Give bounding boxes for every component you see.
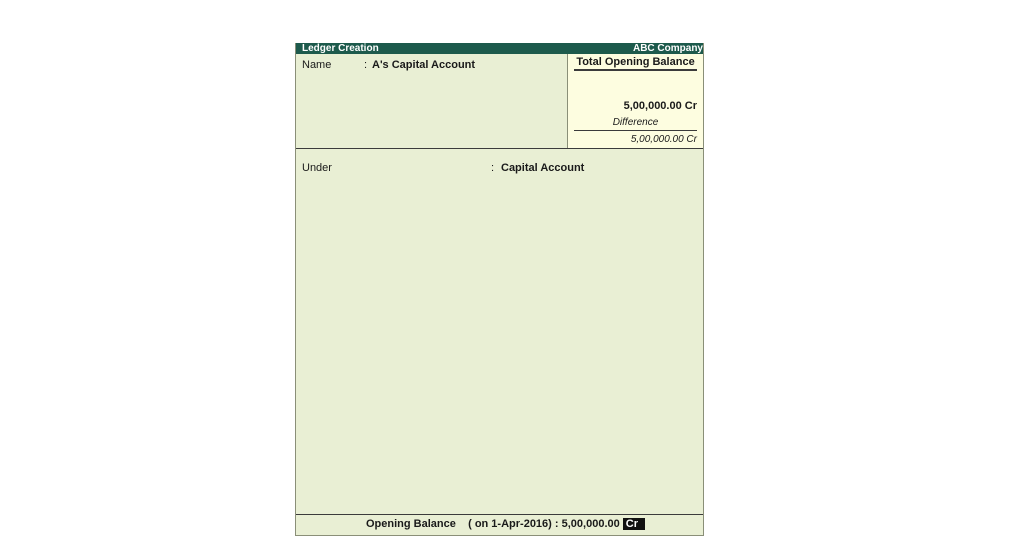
- opening-balance-amount-field[interactable]: 5,00,000.00: [561, 518, 620, 530]
- under-label: Under: [302, 162, 332, 174]
- name-field[interactable]: A's Capital Account: [372, 59, 476, 71]
- dr-cr-field[interactable]: Cr: [623, 518, 645, 530]
- opening-balance-label: Opening Balance: [366, 518, 456, 530]
- total-opening-balance-amount: 5,00,000.00 Cr: [623, 100, 697, 112]
- difference-label: Difference: [612, 117, 659, 128]
- screen-title: Ledger Creation: [302, 43, 379, 54]
- header-section: [296, 54, 703, 149]
- divider: [574, 130, 697, 131]
- ledger-creation-panel: [295, 43, 704, 536]
- opening-balance-date: ( on 1-Apr-2016) :: [468, 518, 559, 530]
- total-opening-balance-title: Total Opening Balance: [574, 56, 697, 71]
- difference-amount: 5,00,000.00 Cr: [630, 134, 697, 145]
- title-bar: [296, 43, 703, 54]
- opening-balance-row: [296, 514, 703, 536]
- under-field[interactable]: Capital Account: [501, 162, 585, 174]
- total-opening-balance-box: [567, 54, 703, 148]
- under-colon: :: [491, 162, 495, 174]
- name-colon: :: [364, 59, 368, 71]
- company-name: ABC Company: [632, 43, 703, 54]
- name-label: Name: [302, 59, 332, 71]
